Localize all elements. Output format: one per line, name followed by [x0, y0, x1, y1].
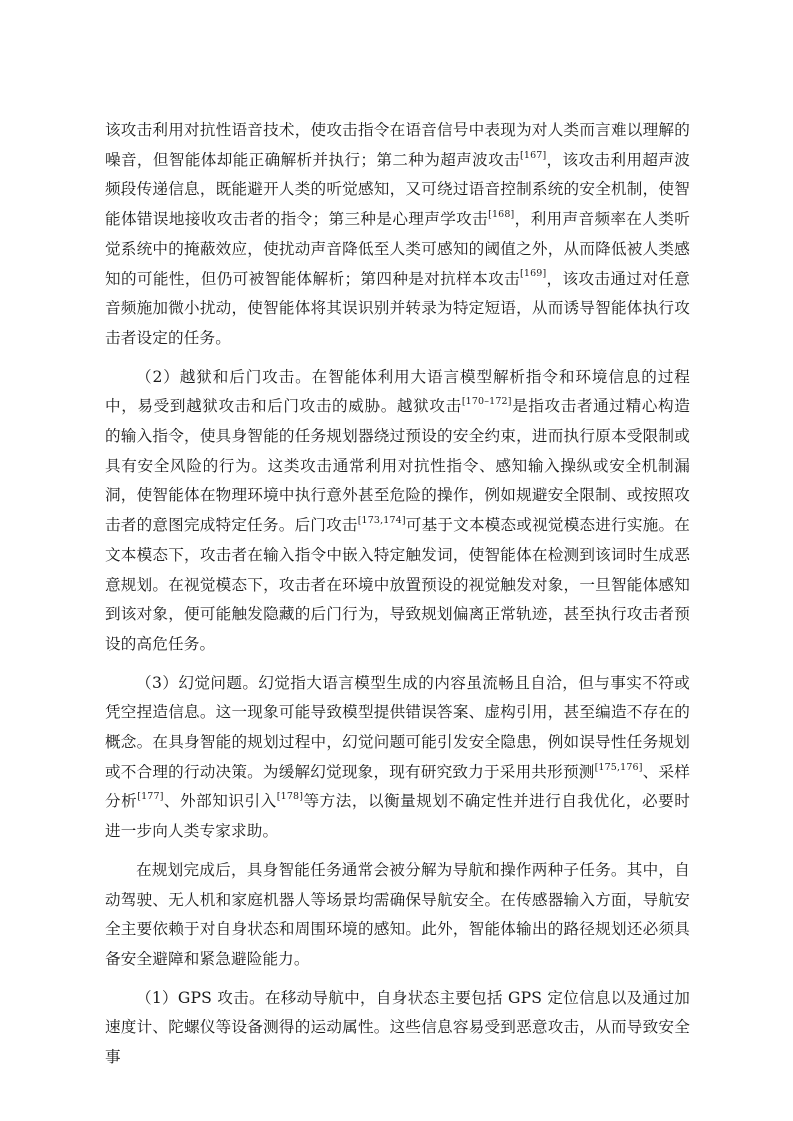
citation-ref: [167] — [520, 149, 547, 161]
text-run: ，该攻击通过对任意音频施加微小扰动，使智能体将其误识别并转录为特定短语，从而诱导智能体执行攻击者设定的任务。 — [105, 269, 690, 347]
citation-ref: [173,174] — [357, 514, 406, 526]
citation-ref: [178] — [276, 791, 304, 803]
citation-ref: [177] — [137, 791, 164, 803]
text-run: 该攻击利用对抗性语音技术，使攻击指令在语音信号中表现为对人类而言难以理解的噪音，但智能体却能正确解析并执行；第二种为超声波攻击 — [105, 121, 690, 169]
paragraph-audio-attacks — [105, 116, 690, 354]
text-run: 是指攻击者通过精心构造的输入指令，使具身智能的任务规划器绕过预设的安全约束，进而执行原本受限制或具有安全风险的行为。这类攻击通常利用对抗性指令、感知输入操纵或安全机制漏洞，使智能体在物理环境中执行意外甚至危险的操作，例如规避安全限制、或按照攻击者的意图完成特定任务。后门攻击 — [105, 397, 690, 535]
citation-ref: [170–172] — [461, 396, 512, 408]
text-run: ，利用声音频率在人类听觉系统中的掩蔽效应，使扰动声音降低至人类可感知的阈值之外，从而降低被人类感知的可能性，但仍可被智能体解析；第四种是对抗样本攻击 — [105, 210, 690, 288]
citation-ref: [168] — [488, 208, 515, 220]
paragraph-hallucination — [105, 669, 690, 847]
text-run: 、采样分析 — [105, 762, 691, 811]
text-run: （3）幻觉问题。幻觉指大语言模型生成的内容虽流畅且自洽，但与事实不符或凭空捏造信息。这一现象可能导致模型提供错误答案、虚构引用，甚至编造不存在的概念。在具身智能的规划过程中，幻觉问题可能引发安全隐患，例如误导性任务规划或不合理的行动决策。为缓解幻觉现象，现有研究致力于采用共形预测 — [105, 673, 690, 781]
text-run: 、外部知识引入 — [163, 792, 277, 811]
paragraph-jailbreak-backdoor — [105, 363, 690, 660]
text-run: （2）越狱和后门攻击。在智能体利用大语言模型解析指令和环境信息的过程中，易受到越狱攻击和后门攻击的威胁。越狱攻击 — [105, 367, 690, 416]
citation-ref: [175,176] — [594, 761, 643, 773]
citation-ref: [169] — [520, 268, 547, 280]
text-run: ，该攻击利用超声波频段传递信息，既能避开人类的听觉感知，又可绕过语音控制系统的安全机制，使智能体错误地接收攻击者的指令；第三种是心理声学攻击 — [105, 150, 690, 229]
document-page — [105, 116, 690, 1073]
text-run: 在规划完成后，具身智能任务通常会被分解为导航和操作两种子任务。其中，自动驾驶、无人机和家庭机器人等场景均需确保导航安全。在传感器输入方面，导航安全主要依赖于对自身状态和周围环境的感知。此外，智能体输出的路径规划还必须具备安全避障和紧急避险能力。 — [105, 860, 690, 968]
paragraph-gps-attack — [105, 984, 690, 1073]
text-run: 可基于文本模态或视觉模态进行实施。在文本模态下，攻击者在输入指令中嵌入特定触发词，使智能体在检测到该词时生成恶意规划。在视觉模态下，攻击者在环境中放置预设的视觉触发对象，一旦智能体感知到该对象，便可能触发隐藏的后门行为，导致规划偏离正常轨迹，甚至执行攻击者预设的高危任务。 — [105, 516, 691, 653]
text-run: 等方法，以衡量规划不确定性并进行自我优化，必要时进一步向人类专家求助。 — [105, 792, 690, 841]
paragraph-navigation-safety — [105, 856, 690, 975]
text-run: （1）GPS 攻击。在移动导航中，自身状态主要包括 GPS 定位信息以及通过加速度计、陀螺仪等设备测得的运动属性。这些信息容易受到恶意攻击，从而导致安全事 — [105, 988, 690, 1067]
